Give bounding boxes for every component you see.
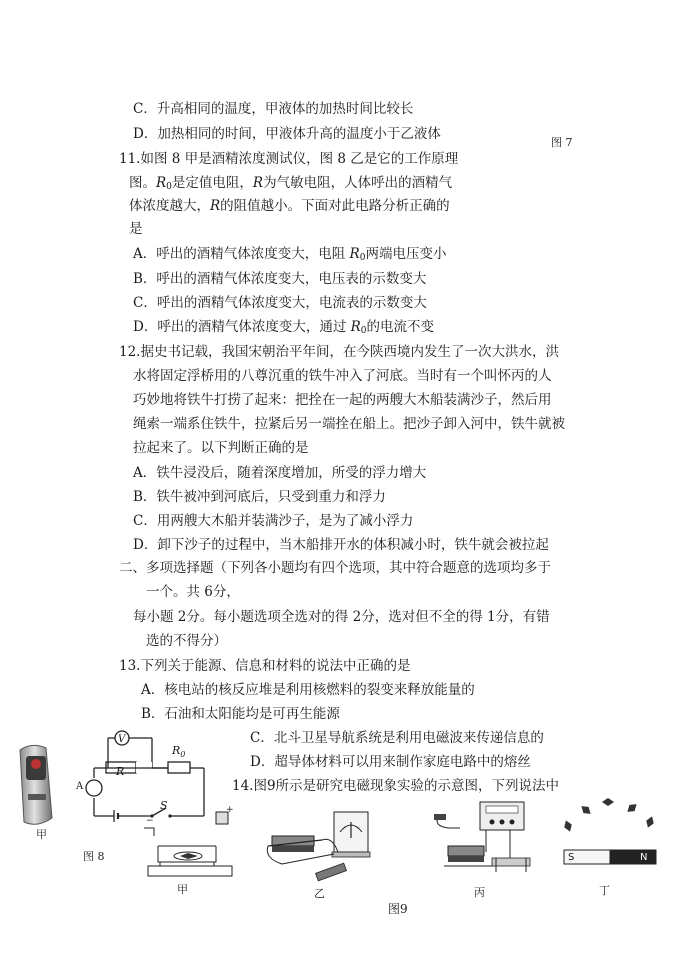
q12-option-d: D．卸下沙子的过程中，当木船排开水的体积减小时，铁牛就会被拉起 [133,537,549,553]
q12-option-b: B．铁牛被冲到河底后，只受到重力和浮力 [133,489,386,505]
bar-magnet-south-label: S [568,852,575,863]
circuit-resistor-r-label: R [116,765,125,778]
circuit-resistor-r0-label: $R_0$ [172,744,186,760]
figure-9-caption: 图9 [388,902,408,916]
circuit-ammeter-label: A [76,781,84,792]
section-2-heading-line2: 一个。共 6分， [146,584,240,600]
svg-text:+: + [226,805,234,815]
q13-option-c: C．北斗卫星导航系统是利用电磁波来传递信息的 [250,730,544,746]
figure-9-label-jia: 甲 [177,883,188,896]
q11-option-c: C．呼出的酒精气体浓度变大，电流表的示数变大 [133,295,427,311]
figure-9-apparatus-jia [140,806,235,884]
figure-8-breathalyzer-device [12,740,62,840]
q11-option-a: A．呼出的酒精气体浓度变大，电阻 $R_0$两端电压变小 [133,246,447,263]
figure-9-label-ding: 丁 [599,884,610,897]
circuit-voltmeter-label: V [118,734,126,745]
q10-option-d: D．加热相同的时间，甲液体升高的温度小于乙液体 [133,126,441,142]
section-2-heading-line1: 二、多项选择题（下列各小题均有四个选项，其中符合题意的选项均多于 [119,560,551,576]
figure-9-label-yi: 乙 [314,887,325,900]
q12-option-a: A．铁牛浸没后，随着深度增加，所受的浮力增大 [133,465,427,481]
q14-stem: 14.图9所示是研究电磁现象实验的示意图，下列说法中 [232,778,560,794]
q12-stem-line5: 拉起来了。以下判断正确的是 [133,440,309,456]
figure-9-apparatus-bing [430,796,540,884]
q12-stem-line4: 绳索一端系住铁牛，拉紧后另一端拴在船上。把沙子卸入河中，铁牛就被 [133,416,565,432]
section-2-heading-line4: 选的不得分） [146,633,227,649]
figure-9-label-bing: 丙 [474,886,485,899]
q13-option-b: B．石油和太阳能均是可再生能源 [141,706,340,722]
q13-option-a: A．核电站的核反应堆是利用核燃料的裂变来释放能量的 [141,682,475,698]
q13-stem: 13.下列关于能源、信息和材料的说法中正确的是 [119,658,411,674]
q11-option-b: B．呼出的酒精气体浓度变大，电压表的示数变大 [133,271,427,287]
circuit-switch-label: S [160,799,168,812]
figure-8-caption: 图 8 [83,850,105,863]
q12-stem-line1: 12.据史书记载，我国宋朝治平年间，在今陕西境内发生了一次大洪水，洪 [119,344,559,360]
q12-stem-line2: 水将固定浮桥用的八尊沉重的铁牛冲入了河底。当时有一个叫怀丙的人 [133,368,552,384]
q11-stem-line2: 图。$R_0$是定值电阻，R为气敏电阻，人体呼出的酒精气 [129,175,453,192]
figure-9-apparatus-yi [262,806,387,886]
q11-stem-line1: 11.如图 8 甲是酒精浓度测试仪，图 8 乙是它的工作原理 [119,151,459,167]
q13-option-d: D．超导体材料可以用来制作家庭电路中的熔丝 [250,754,531,770]
section-2-heading-line3: 每小题 2分。每小题选项全选对的得 2分，选对但不全的得 1分，有错 [133,609,550,625]
figure-8-label-jia: 甲 [36,828,47,841]
q11-option-d: D．呼出的酒精气体浓度变大，通过 $R_0$的电流不变 [133,319,435,336]
q10-option-c: C．升高相同的温度，甲液体的加热时间比较长 [133,101,414,117]
q12-stem-line3: 巧妙地将铁牛打捞了起来：把拴在一起的两艘大木船装满沙子，然后用 [133,392,552,408]
bar-magnet-north-label: N [640,852,648,863]
svg-text:−: − [146,816,154,826]
figure-7-caption: 图 7 [551,136,573,149]
q11-stem-line3: 体浓度越大，R的阻值越小。下面对此电路分析正确的 [129,198,450,214]
q12-option-c: C．用两艘大木船并装满沙子，是为了减小浮力 [133,513,414,529]
q11-stem-line4: 是 [129,221,143,237]
